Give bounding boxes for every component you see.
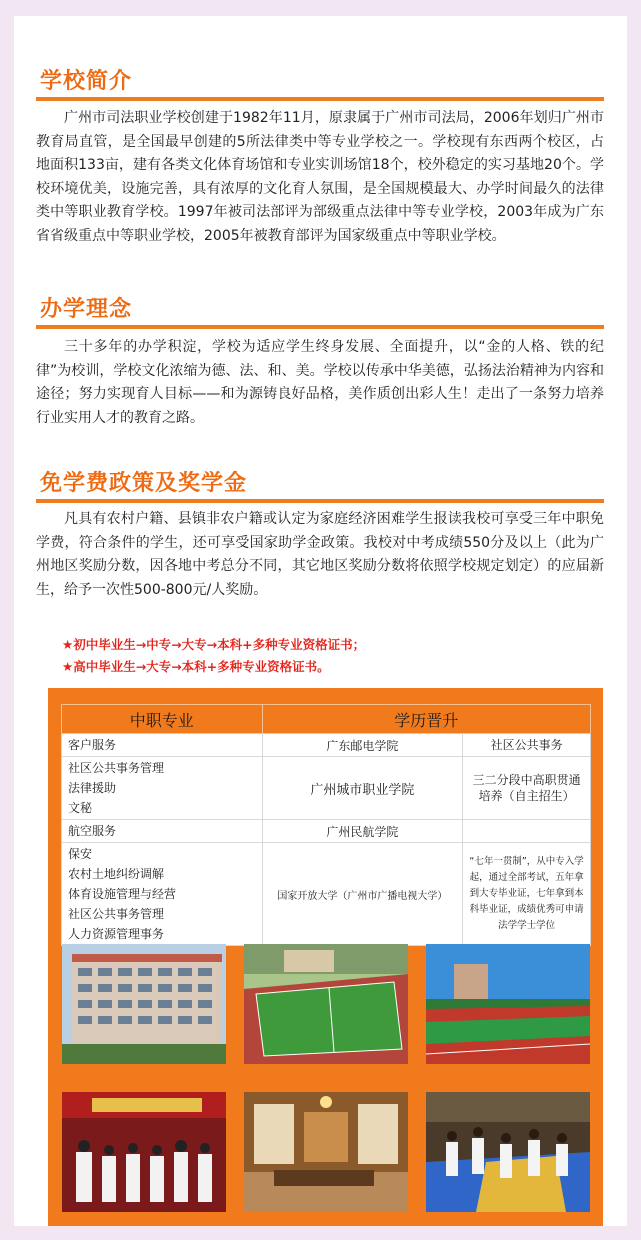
major-item: 文秘 <box>68 801 93 815</box>
table-row <box>62 757 591 820</box>
college-cell: 国家开放大学（广州市广播电视大学） <box>262 843 463 946</box>
note-cell <box>463 820 591 843</box>
pathway-list <box>62 634 365 678</box>
section-heading-intro: 学校简介 <box>40 69 133 94</box>
major-item: 社区公共事务管理 <box>68 761 165 775</box>
major-item: 体育设施管理与经营 <box>68 887 177 901</box>
campus-building-photo <box>62 944 226 1064</box>
table-row <box>62 734 591 757</box>
majors-cell <box>62 734 263 757</box>
college-cell: 广州民航学院 <box>262 820 463 843</box>
pathway-item: ★初中毕业生→中专→大专→本科+多种专业资格证书； <box>62 637 366 652</box>
section-heading-philosophy: 办学理念 <box>40 297 133 322</box>
table-header-row <box>62 705 591 734</box>
table-row <box>62 820 591 843</box>
major-item: 农村土地纠纷调解 <box>68 867 165 881</box>
college-cell: 广东邮电学院 <box>262 734 463 757</box>
brochure-page <box>14 16 627 1226</box>
note-cell: “七年一贯制”，从中专入学起，通过全部考试，五年拿到大专毕业证，七年拿到本科毕业证，成绩优秀可申请法学学士学位 <box>463 843 591 946</box>
campus-photo-grid <box>62 944 590 1214</box>
martial-arts-photo <box>426 1092 590 1212</box>
majors-cell <box>62 757 263 820</box>
majors-cell <box>62 820 263 843</box>
table-row <box>62 843 591 946</box>
sports-field-photo <box>244 944 408 1064</box>
major-item: 客户服务 <box>68 738 117 752</box>
heading-divider <box>36 325 604 329</box>
ceremony-photo <box>62 1092 226 1212</box>
note-cell: 社区公共事务 <box>463 734 591 757</box>
major-item: 法律援助 <box>68 781 117 795</box>
major-item: 社区公共事务管理 <box>68 907 165 921</box>
heading-divider <box>36 97 604 101</box>
program-table <box>61 704 591 946</box>
intro-paragraph: 广州市司法职业学校创建于1982年11月，原隶属于广州市司法局，2006年划归广州市教育局直管，是全国最早创建的5所法律类中等专业学校之一。学校现有东西两个校区，占地面积133亩，建有各类文化体育场馆和专业实训场馆18个，校外稳定的实习基地20个。学校环境优美，设施完善，具有浓厚的文化育人氛围，是全国规模最大、办学时间最久的法律类中等职业教育学校。1997年被司法部评为部级重点法律中等专业学校，2003年成为广东省省级重点中等职业学校，2005年被教育部评为国家级重点中等职业学校。 <box>36 110 604 244</box>
header-majors: 中职专业 <box>62 705 263 734</box>
college-cell: 广州城市职业学院 <box>262 757 463 820</box>
program-panel <box>48 688 603 1226</box>
philosophy-paragraph: 三十多年的办学积淀，学校为适应学生终身发展、全面提升，以“金的人格、铁的纪律”为校训，学校文化浓缩为德、法、和、美。学校以传承中华美德，弘扬法治精神为内容和途径；努力实现育人目标——和为源铸良好品格，美作质创出彩人生！走出了一条努力培养行业实用人才的教育之路。 <box>36 339 604 426</box>
major-item: 航空服务 <box>68 824 117 838</box>
section-heading-scholarship: 免学费政策及奖学金 <box>40 471 248 496</box>
note-cell: 三二分段中高职贯通培养（自主招生） <box>463 757 591 820</box>
running-track-photo <box>426 944 590 1064</box>
heading-divider <box>36 499 604 503</box>
scholarship-paragraph: 凡具有农村户籍、县镇非农户籍或认定为家庭经济困难学生报读我校可享受三年中职免学费，符合条件的学生，还可享受国家助学金政策。我校对中考成绩550分及以上（此为广州地区奖励分数，因各地中考总分不同，其它地区奖励分数将依照学校规定划定）的应届新生，给予一次性500-800元/人奖励。 <box>36 511 604 598</box>
pathway-item: ★高中毕业生→大专→本科+多种专业资格证书。 <box>62 659 330 674</box>
header-advancement: 学历晋升 <box>262 705 590 734</box>
majors-cell <box>62 843 263 946</box>
major-item: 保安 <box>68 847 93 861</box>
major-item: 人力资源管理事务 <box>68 927 165 941</box>
tea-room-photo <box>244 1092 408 1212</box>
